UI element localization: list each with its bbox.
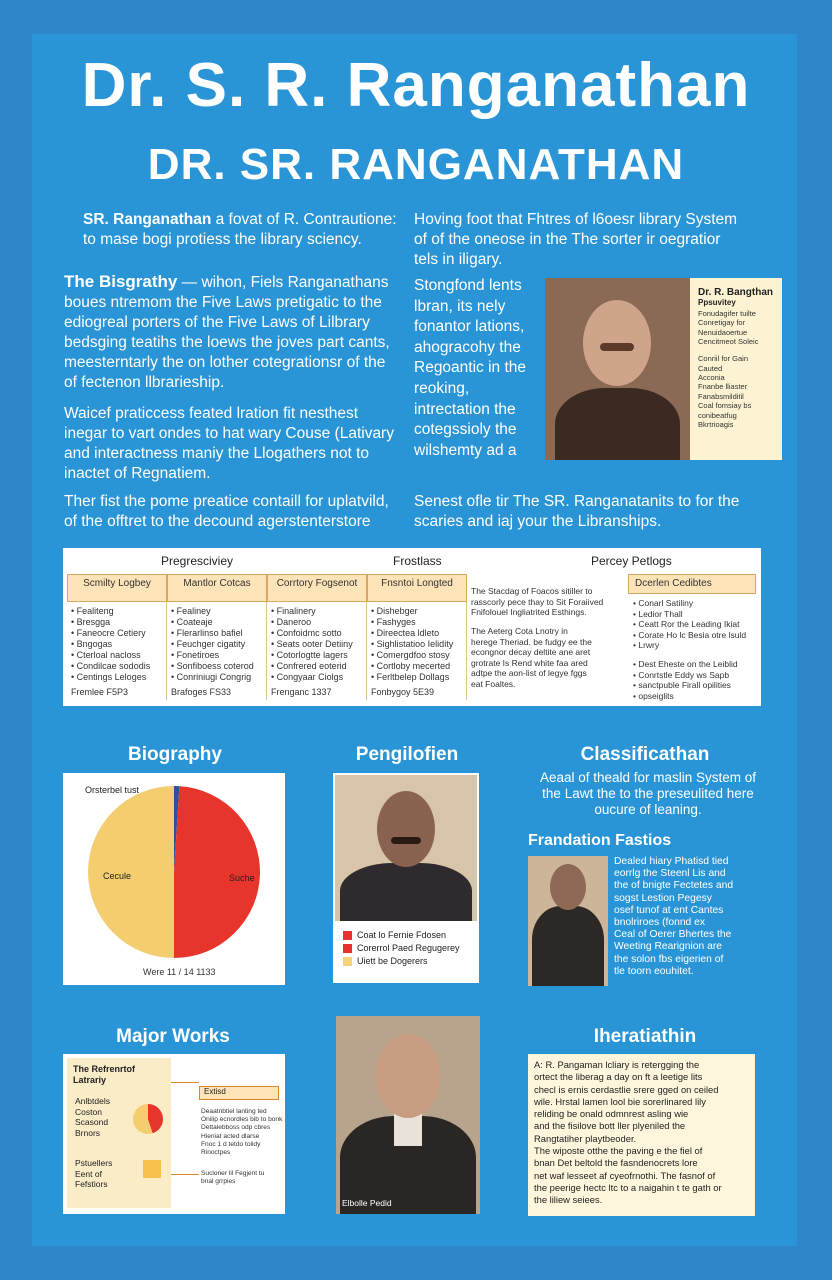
table-footnote: Frenganc 1337	[271, 687, 332, 697]
table-header: Percey Petlogs	[591, 554, 672, 568]
legend-swatch	[343, 931, 352, 940]
section-title-major-works: Major Works	[116, 1026, 230, 1047]
table-header: Pregresciviey	[161, 554, 234, 568]
legend-swatch	[343, 957, 352, 966]
portrait-body	[340, 863, 472, 921]
table-footnote: Fonbygoy 5E39	[371, 687, 435, 697]
note-line: Dettalebboss odp cbres	[201, 1124, 271, 1132]
list-item: Anlbtdels	[75, 1096, 110, 1106]
frandation-text	[614, 856, 764, 978]
section-title-pengilofien: Pengilofien	[355, 744, 459, 765]
middle-line: cotegssioly the	[414, 421, 517, 439]
table-item: • Conriniugi Congrig	[171, 672, 252, 682]
classification-line: the Lawt the to the preseulited here	[542, 786, 754, 801]
biography-line: boues ntremom the Five Laws pretigatic to the	[64, 294, 382, 311]
intro-right-line: of of the oneose in the The sorter ir oegratior	[414, 231, 721, 248]
portrait-face	[377, 791, 435, 867]
major-works-note1	[201, 1108, 283, 1157]
iherathin-text	[528, 1054, 755, 1212]
legend-label: Corerrol Paed Regugerey	[357, 943, 460, 953]
biography-line: of fectenon llbrarieship.	[64, 374, 225, 391]
table-item: • Seats ooter Detiiny	[271, 639, 353, 649]
intro-right-line: Hoving foot that Fhtres of l6oesr library System	[414, 211, 738, 228]
list-item: • Corate Ho lc Besia otre lsuld	[633, 629, 747, 640]
table-item: • Confoidmc sotto	[271, 628, 342, 638]
pengilofien-legend	[343, 929, 460, 968]
table-item: • Comergdfoo stosy	[371, 650, 450, 660]
portrait-photo-small	[528, 856, 608, 986]
iherathin-line: net waf lesseet af cyeofrnothi. The fasnof of	[534, 1169, 716, 1181]
middle-line: fonantor lations,	[414, 318, 525, 336]
table-item: • Confrered eoterid	[271, 661, 347, 671]
table-right-list	[633, 598, 758, 701]
portrait-face	[376, 1034, 440, 1118]
biography-line: Ther fist the pome preatice contaill for uplatvild,	[64, 493, 389, 510]
note-line	[471, 618, 626, 627]
section-title-biography: Biography	[128, 744, 222, 765]
middle-line: Stongfond lents	[414, 277, 522, 294]
portrait-caption-lines	[690, 309, 782, 429]
pengilofien-card	[333, 773, 479, 983]
frandation-line: the solon fbs eigerien of	[614, 953, 724, 965]
list-item: Eent of	[75, 1168, 102, 1179]
major-works-tag: Extisd	[199, 1086, 279, 1100]
table-footnote: Fremlee F5P3	[71, 687, 129, 697]
biography-para3-left	[64, 492, 414, 532]
table-item: • Condilcae sododis	[71, 661, 151, 671]
note-line: herege Theriad. be fudgy ee the	[471, 636, 592, 647]
portrait-body	[532, 906, 604, 986]
section-title-iherathin: Iheratiathin	[593, 1026, 697, 1047]
biography-line: and interactness maniy the Llogathers not to	[64, 445, 370, 462]
table-footnote: Brafoges FS33	[171, 687, 232, 697]
table-item: • Cotorlogtte lagers	[271, 650, 348, 660]
legend-swatch	[343, 944, 352, 953]
frandation-line: Weeting Rearignion are	[614, 941, 722, 953]
mustache-shape	[391, 837, 421, 844]
iherathin-line: Rangtatiher playtbeoder.	[534, 1132, 637, 1144]
frandation-line: bnolriroes (fonnd ex	[614, 917, 706, 929]
table-column	[367, 574, 467, 700]
table-item: • Fealiteng	[71, 606, 114, 616]
frandation-line: osef tunof at ent Cantes	[614, 904, 724, 916]
table-item: • Sighlistatioo Ielidity	[371, 639, 454, 649]
connector-line	[171, 1174, 199, 1175]
biography-line: meesterntarly the on lother cotegrationsr of the	[64, 354, 386, 371]
table-cell	[267, 602, 367, 700]
pie-label-left: Cecule	[103, 871, 132, 881]
caption-line: Cencitmeot Soleic	[698, 337, 759, 347]
table-item: • Direectea ldleto	[371, 628, 440, 638]
middle-line: lbran, its nely	[414, 297, 506, 315]
middle-line: Regoantic in the	[414, 359, 527, 377]
note-line: econgnor decay deltite ane aret	[471, 647, 591, 657]
table-item: • Cterloal nacloss	[71, 650, 141, 660]
pie-label-right: Suche	[229, 873, 255, 883]
page-title: Dr. S. R. Ranganathan	[81, 51, 751, 120]
table-item: • Bngogas	[71, 639, 113, 649]
frandation-line: sogst Lestion Pegesy	[614, 892, 712, 904]
iherathin-line: checl is ernis cerdastlie srere gged on ceiled	[534, 1083, 719, 1095]
caption-line: Fonudagifer tuilte	[698, 309, 756, 318]
list-item: • sanctpuble Firall opilities	[633, 680, 731, 690]
table-item: • Feuchger cigatity	[171, 639, 246, 649]
table-item: • Faneocre Cetiery	[71, 628, 146, 638]
table-item: • Centings Leloges	[71, 672, 147, 682]
portrait-bottom-caption: Elbolle Pedid	[342, 1198, 392, 1208]
caption-line: Nenuidaoertue	[698, 327, 748, 337]
iherathin-line: the peerige hectc ltc to a naigahin t te gath or	[534, 1181, 722, 1193]
table-column-header: Mantlor Cotcas	[167, 574, 267, 602]
biography-heading: The Bisgrathy	[64, 272, 178, 291]
tile-icon	[143, 1160, 161, 1178]
major-works-note2	[201, 1170, 283, 1186]
portrait-caption-sub: Ppsuvitey	[698, 298, 736, 307]
table-column	[167, 574, 267, 700]
table-item: • Congyaar Ciolgs	[271, 672, 344, 682]
table-cell	[367, 602, 467, 700]
caption-line: Coal fomsiay bs	[698, 401, 752, 411]
note-line: rasscorly pece thay to Sit Foraiived	[471, 596, 604, 607]
list-item: Coston	[75, 1106, 102, 1117]
legend-item	[343, 929, 460, 942]
middle-line: intrectation the	[414, 400, 516, 418]
list-item: Pstuellers	[75, 1158, 113, 1168]
mustache-shape	[600, 343, 634, 351]
intro-left-line2: to mase bogi protiess the library sciency.	[83, 231, 362, 248]
major-works-list2	[75, 1158, 112, 1190]
comparison-table	[63, 548, 761, 706]
table-item: • Ferltbelep Dollags	[371, 672, 450, 682]
table-columns	[67, 574, 469, 700]
table-item: • Bresgga	[71, 617, 111, 627]
biography-line: Waicef praticcess feated lration fit nesthest	[64, 405, 359, 422]
portrait-photo-middle	[335, 775, 477, 921]
pie-chart-card	[63, 773, 285, 985]
frandation-line: tle toorn eouhitet.	[614, 965, 694, 977]
portrait-caption-top	[690, 278, 782, 460]
table-item: • Fashyges	[371, 617, 416, 627]
major-works-list1	[75, 1096, 110, 1138]
caption-line: conibeatfug	[698, 410, 737, 420]
list-item: • Lrwry	[633, 640, 660, 650]
section-title-classification: Classificathan	[580, 744, 710, 765]
table-column-header: Corrtory Fogsenot	[267, 574, 367, 602]
frandation-line: eorrlg the Steenl Lis and	[614, 868, 726, 880]
table-item: • Finalinery	[271, 606, 316, 616]
major-works-card	[63, 1054, 285, 1214]
table-item: • Fonetiroes	[171, 650, 220, 660]
note-line: Fnifolouel Ingliatrited Esthings.	[471, 607, 587, 617]
table-column-header: Fnsntoi Longted	[367, 574, 467, 602]
note-line: Onilip ecnordles bib to bonk	[201, 1116, 283, 1124]
iherathin-line: the liliew seiees.	[534, 1194, 603, 1206]
biography-para3-right	[414, 492, 774, 532]
legend-item	[343, 955, 460, 968]
legend-item	[343, 942, 460, 955]
frandation-line: Ceal of Oerer Bhertes the	[614, 929, 732, 941]
legend-label: Uiett be Dogerers	[357, 956, 428, 966]
portrait-photo-top	[545, 278, 690, 460]
note-line: grotrate Is Rend white faa ared	[471, 657, 588, 668]
intro-left	[83, 210, 413, 250]
major-works-box	[67, 1058, 171, 1208]
caption-line: Acconia	[698, 372, 725, 382]
frandation-line: the of bnigte Fectetes and	[614, 880, 734, 892]
intro-right-line: tels in iligary.	[414, 251, 503, 268]
list-item: Fefstiors	[75, 1179, 108, 1189]
list-item: • Dest Eheste on the Leiblid	[633, 659, 738, 669]
note-line: adtpe the aon-list of legye fggs	[471, 668, 587, 678]
classification-line: oucure of leaning.	[594, 802, 702, 817]
caption-line: Conriil for Gain	[698, 354, 749, 364]
list-item: Scasond	[75, 1117, 109, 1127]
frandation-title: Frandation Fastios	[528, 832, 672, 849]
list-item: • Conrtstle Eddy ws Sapb	[633, 669, 730, 680]
table-column	[67, 574, 167, 700]
biography-block	[64, 272, 409, 393]
portrait-caption-title: Dr. R. Bangthan	[698, 287, 774, 298]
note-line: Fnoc 1 d tetdo tolidy	[201, 1140, 261, 1148]
caption-line: Bkrtrioagis	[698, 419, 734, 429]
iherathin-line: The wiposte otthe the paving e the fiel of	[534, 1145, 703, 1157]
caption-line: Fanabsmilditil	[698, 391, 744, 401]
note-line: The Aeterg Cota Lnotry in	[471, 626, 568, 636]
note-line: bnal grrpies	[201, 1178, 236, 1186]
portrait-photo-bottom	[336, 1016, 480, 1214]
note-line: Hieniat acted dlarse	[201, 1132, 260, 1140]
table-header: Frostlass	[393, 554, 442, 568]
middle-column	[414, 276, 544, 461]
frandation-line: Dealed hiary Phatisd tied	[614, 856, 729, 867]
note-line: Sucloner lil Fegjent tu	[201, 1170, 265, 1177]
classification-text	[528, 770, 768, 818]
biography-line: ediogreal porters of the Five Laws of Lilbrary	[64, 314, 370, 331]
table-column-header: Scmilty Logbey	[67, 574, 167, 602]
middle-line: ahogracohy the	[414, 338, 521, 356]
table-cell	[167, 602, 267, 700]
biography-line: Senest ofle tir The SR. Ranganatanits to for the	[414, 493, 740, 510]
legend-label: Coat lo Fernie Fdosen	[357, 930, 447, 940]
table-cell	[67, 602, 167, 700]
major-works-box-title: The Refrenrtof Latrariy	[73, 1064, 136, 1085]
iherathin-line: ortect the liberag a day on ft a leetige lits	[534, 1071, 703, 1083]
biography-line: of the offtret to the decound agerstenterstore	[64, 513, 371, 530]
list-item: • Conarl Satiliny	[633, 598, 694, 608]
table-item: • Sonfiboess coterod	[171, 661, 254, 671]
portrait-body	[555, 388, 680, 460]
table-item: • Coateaje	[171, 617, 213, 627]
table-notes	[471, 586, 626, 689]
pie-caption: Were 11 / 14 1133	[143, 967, 216, 977]
middle-line: reoking,	[414, 379, 470, 397]
page-subtitle: DR. SR. RANGANATHAN	[147, 140, 685, 189]
table-right-title: Dcerlen Cedibtes	[628, 574, 756, 594]
note-line: Rinoctpes	[201, 1149, 231, 1157]
iherathin-line: wile. Hrstal lamen lool bie sorerlinared lily	[534, 1095, 706, 1107]
intro-left-rest: a fovat of R. Contrautione:	[211, 211, 397, 228]
biography-line: bedsging teatihs the loews the joves part cants,	[64, 334, 390, 351]
iherathin-card	[528, 1054, 755, 1216]
classification-line: Aeaal of theald for maslin System of	[539, 770, 757, 785]
intro-right	[414, 210, 764, 270]
caption-line: Conretigay for	[698, 318, 746, 328]
biography-line: inegar to vart ondes to hat wary Couse (Lativary	[64, 425, 394, 442]
pie-chart	[63, 773, 285, 985]
caption-line	[698, 347, 778, 355]
biography-heading-rest: — wihon, Fiels Ranganathans	[177, 274, 389, 291]
table-item: • Daneroo	[271, 617, 312, 627]
intro-left-bold: SR. Ranganathan	[83, 211, 212, 228]
biography-line: inactet of Regnatiem.	[64, 465, 211, 482]
biography-line: scaries and iaj your the Libranships.	[414, 513, 662, 530]
portrait-face	[550, 864, 586, 910]
iherathin-line: A: R. Pangaman lcliary is retergging the	[534, 1059, 700, 1070]
table-item: • Flerarlinso bafiel	[171, 628, 243, 638]
table-item: • Cortloby mecerted	[371, 661, 451, 671]
caption-line: Cauted	[698, 363, 723, 373]
pie-label-top: Orsterbel tust	[85, 785, 140, 795]
list-item	[633, 651, 758, 660]
biography-para2	[64, 404, 409, 484]
list-item: Brnors	[75, 1127, 101, 1138]
note-line: The Stacdag of Foacos sitiller to	[471, 586, 593, 596]
note-line: Deaatnbtiel lanting ted	[201, 1108, 267, 1115]
note-line: eat Foaltes.	[471, 678, 516, 689]
connector-line	[171, 1082, 199, 1083]
list-item: • Ledior Thall	[633, 608, 683, 619]
mini-pie-icon	[133, 1104, 163, 1134]
list-item: • Ceatt Ror the Leading Ikiat	[633, 619, 740, 629]
table-item: • Dishebger	[371, 606, 418, 616]
table-item: • Fealiney	[171, 606, 211, 616]
iherathin-line: and the fisilove bott ller plyeniled the	[534, 1120, 686, 1132]
middle-line: wilshemty ad a	[414, 441, 517, 459]
iherathin-line: reliding be onald odmnrest asling wie	[534, 1108, 689, 1120]
iherathin-line: bnan Det beltold the fasndenocrets lore	[534, 1157, 698, 1169]
caption-line: Fnanbe lliaster	[698, 382, 748, 392]
table-column	[267, 574, 367, 700]
list-item: • opseiglits	[633, 690, 674, 701]
